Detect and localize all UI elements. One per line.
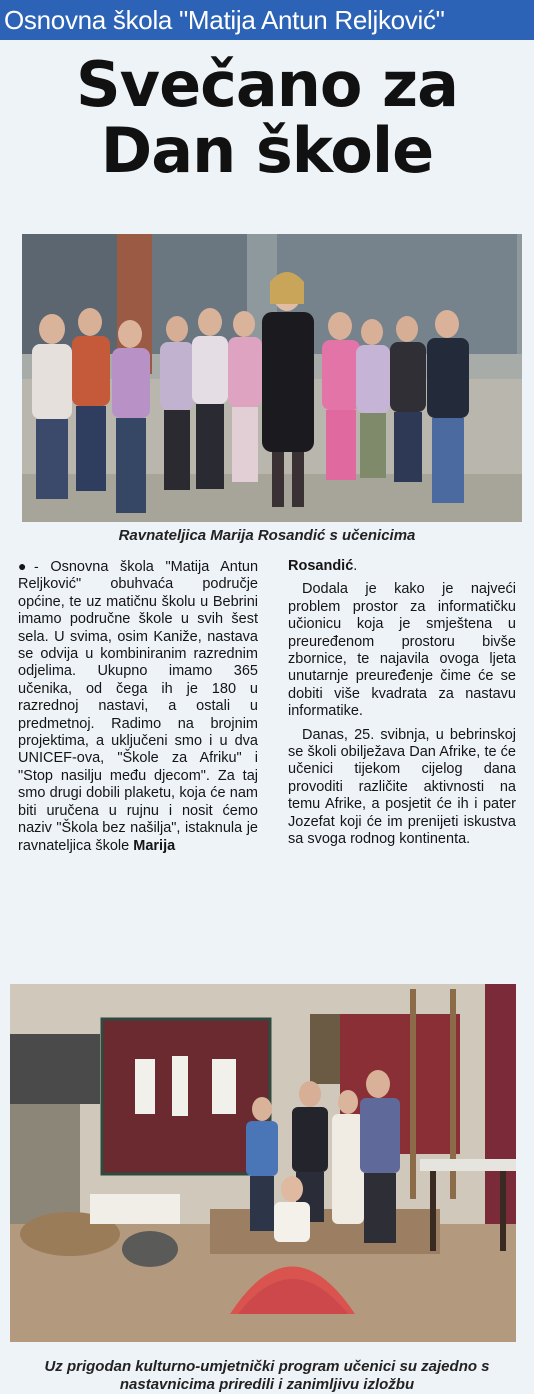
- paragraph-1-text: Osnovna škola "Matija Antun Reljković" obuhvaća područje općine, te uz matičnu školu u Bebrini imamo područne škole u svih šest sela. U svima, osim Kaniže, nastava se odvija u kombiniranim razrednim odjelima. Ukupno imamo 365 učenika, od čega ih je 180 u razrednoj nastavi, a ostali u predmetnoj. Radimo na brojnim projektima, a uključeni smo i u dva UNICEF-ova, "Škole za Afriku" i "Stop nasilju među djecom". Za taj smo drugi dobili plaketu, koja će nam biti uručena u rujnu i nosit ćemo naziv "Škola bez našilja", istaknula je ravnateljica škole: [18, 559, 259, 854]
- photo-principal-with-pupils: [22, 234, 522, 522]
- article-paragraph-2: Dodala je kako je najveći problem prostor za informatičku učionicu koja je smještena u preuređenom prostoru bivše zbornice, te najavila ovoga ljeta unutarnje preuređenje čime će se dobiti više kvadrata za nastavu informatike.: [288, 581, 516, 720]
- article-paragraph-1: [18, 558, 258, 855]
- photo-caption-2: Uz prigodan kulturno-umjetnički program učenici su zajedno s nastavnicima priredili i zanimljivu izložbu: [44, 1358, 490, 1393]
- paragraph-1-continuation: [288, 558, 516, 575]
- article-column-left: [18, 558, 258, 861]
- school-name-bar: [0, 0, 534, 40]
- school-name: Osnovna škola "Matija Antun Reljković": [4, 5, 445, 35]
- photo-exhibition-drawing: [10, 984, 516, 1342]
- principal-surname: Rosandić: [288, 558, 354, 574]
- article-column-right: [288, 558, 516, 855]
- sentence-end: .: [353, 558, 358, 574]
- headline-line-1: Svečano za: [76, 48, 458, 121]
- photo-exhibition: [10, 984, 516, 1342]
- photo-principal-with-pupils-drawing: [22, 234, 522, 522]
- bullet-marker: ●-: [18, 558, 39, 574]
- article-paragraph-3: Danas, 25. svibnja, u bebrinskoj se školi obilježava Dan Afrike, te će učenici tijekom cijelog dana provoditi različite aktivnosti na temu Afrike, a posjetit će ih i pater Jozefat koji će im prenijeti iskustva sa svoga rodnog kontinenta.: [288, 726, 516, 848]
- principal-first-name: Marija: [133, 837, 176, 854]
- headline-line-2: Dan škole: [100, 114, 434, 187]
- photo-caption-1: Ravnateljica Marija Rosandić s učenicima: [118, 527, 416, 544]
- headline: [0, 48, 534, 187]
